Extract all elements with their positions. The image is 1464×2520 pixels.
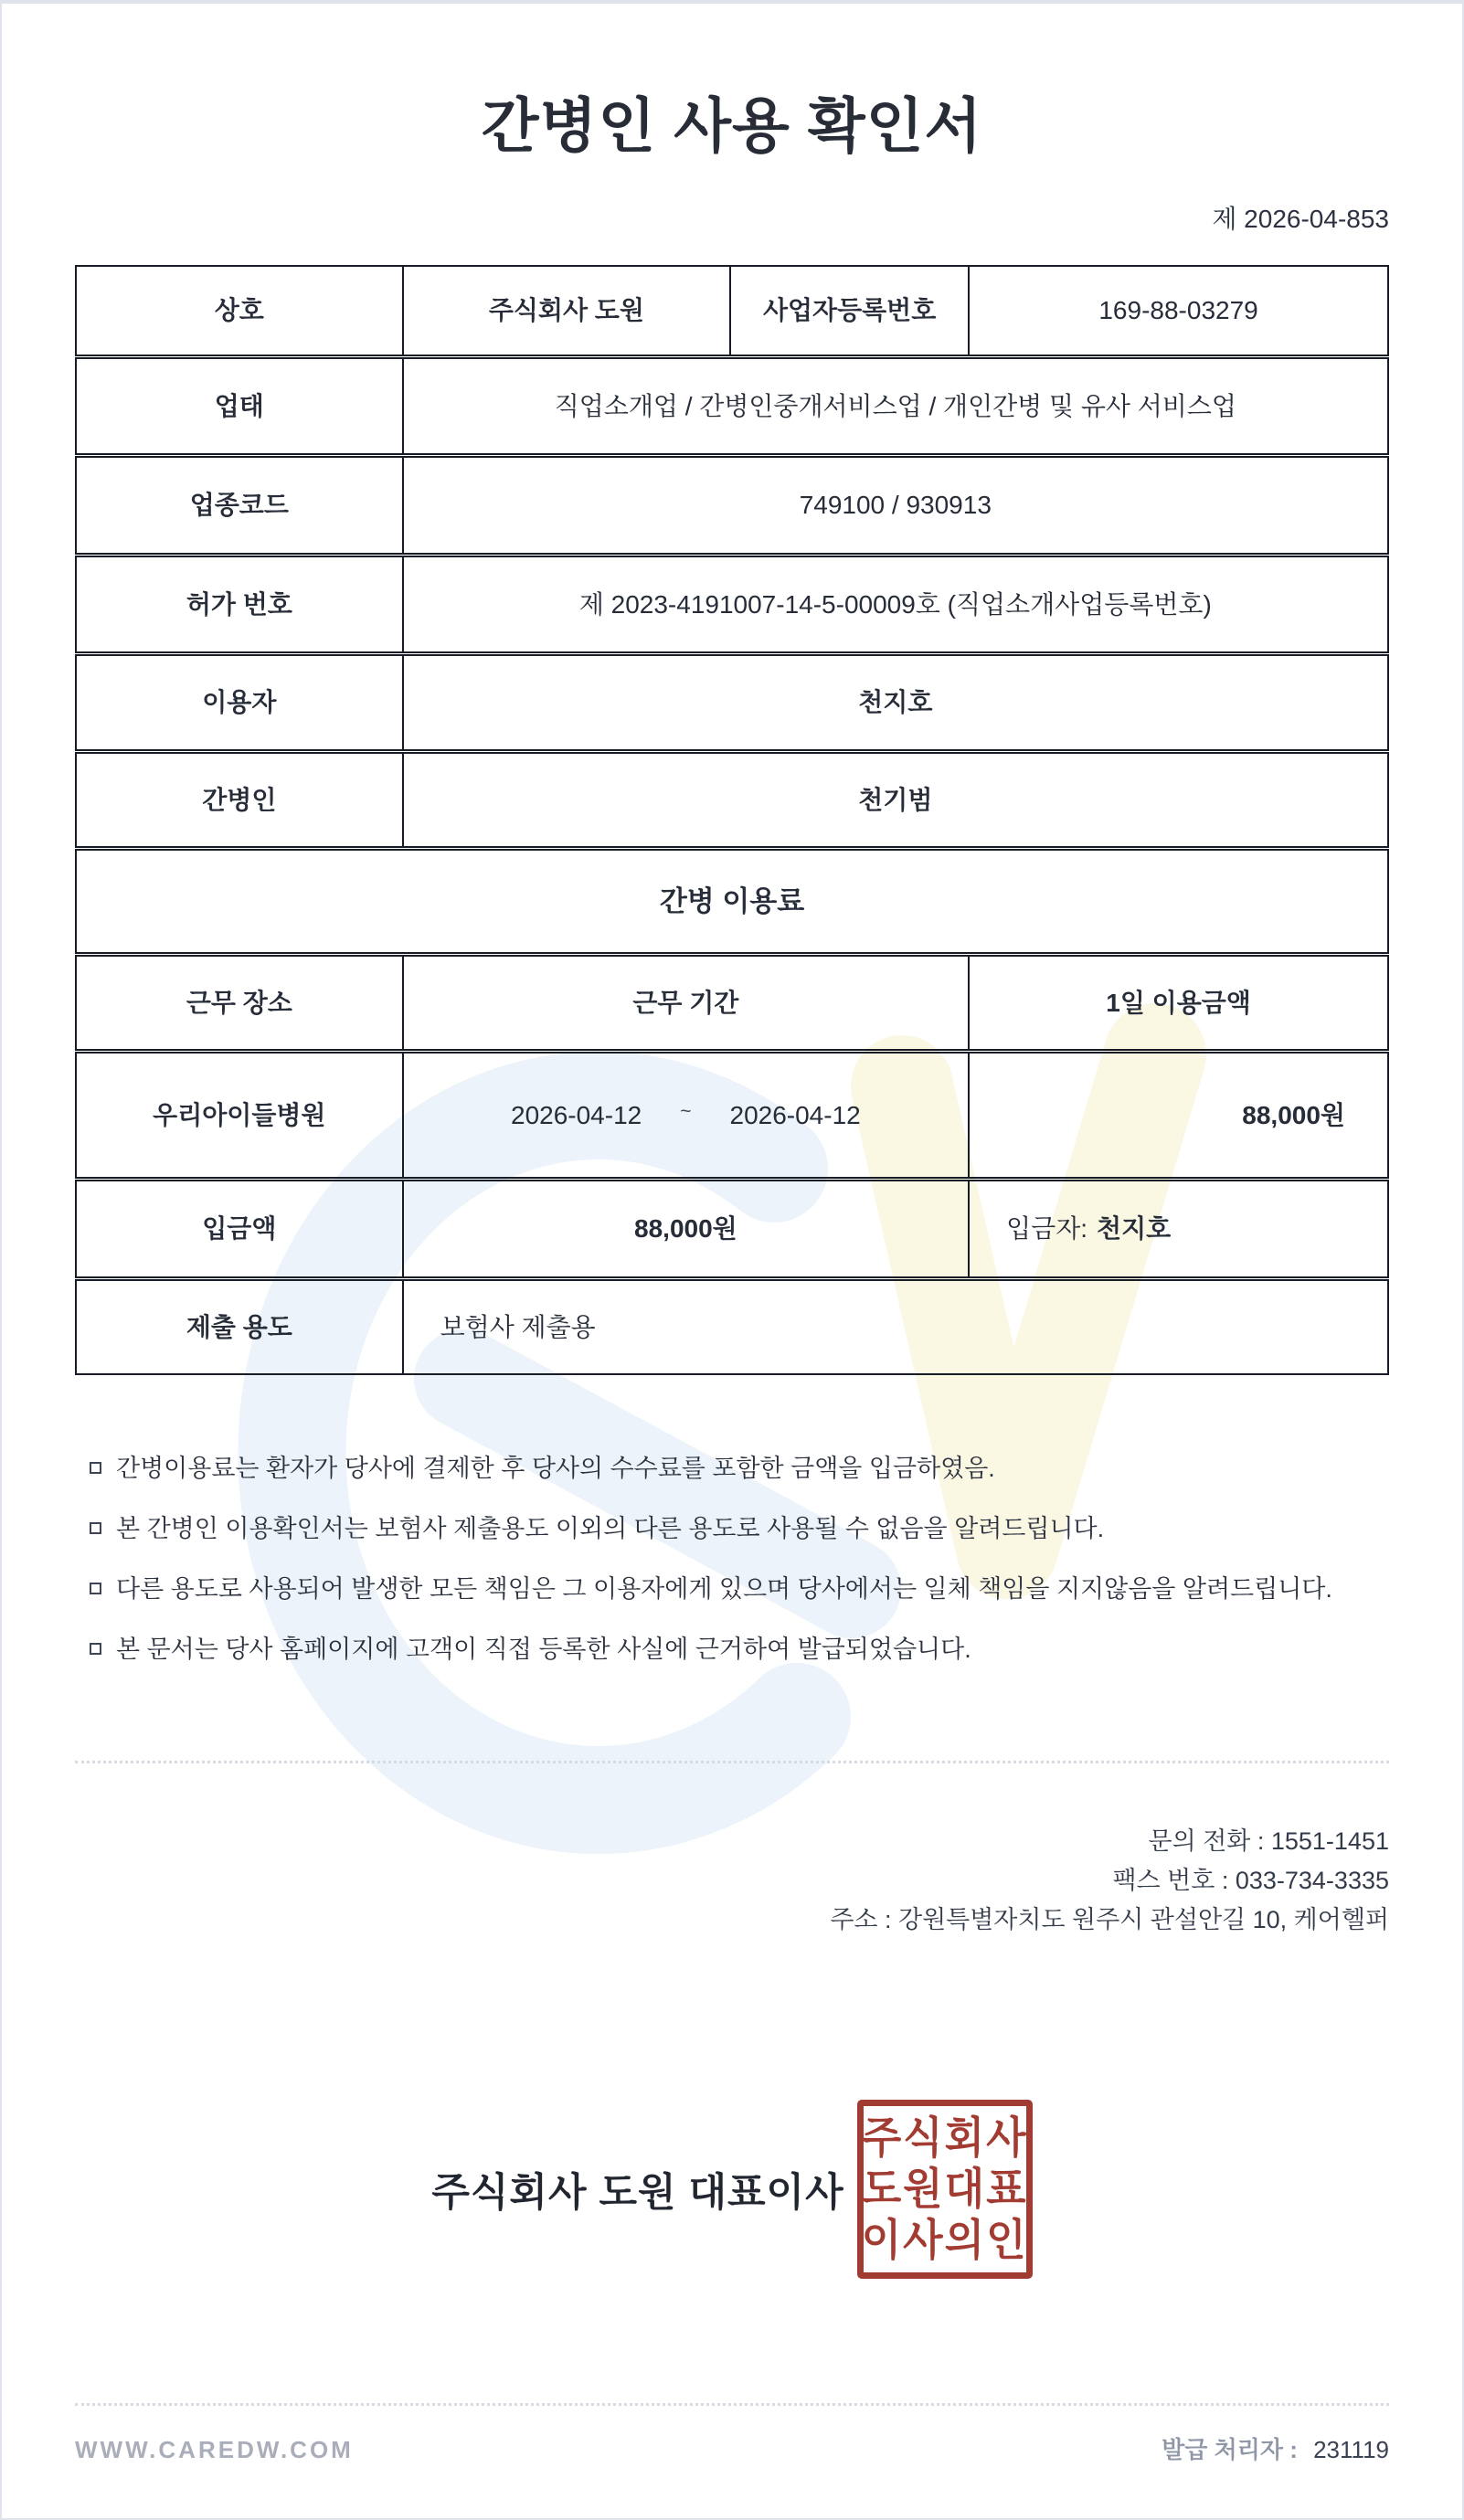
square-bullet-icon: [90, 1583, 101, 1594]
fee-section-title: 간병 이용료: [659, 884, 805, 917]
page-title: 간병인 사용 확인서: [481, 92, 983, 159]
stamp-text-line: 도원대표: [861, 2164, 1028, 2214]
company-label: 상호: [214, 296, 264, 324]
permit-label: 허가 번호: [186, 589, 292, 619]
industry-code-label: 업종코드: [189, 491, 289, 519]
table-row-fee-header: [75, 955, 1389, 1051]
note-item: [75, 1512, 1389, 1545]
table-row-deposit: [75, 1180, 1389, 1278]
depositor-label: 입금자:: [1006, 1214, 1088, 1243]
table-row-fee-section: [75, 849, 1389, 954]
biz-type-label: 업태: [214, 391, 264, 420]
contact-fax: 팩스 번호 : 033-734-3335: [1112, 1867, 1389, 1894]
table-row-fee-values: [75, 1052, 1389, 1179]
depositor-cell: [968, 1181, 1387, 1276]
period-header: 근무 기간: [402, 957, 968, 1049]
table-row-purpose: [75, 1279, 1389, 1375]
table-row-industry-code: [75, 456, 1389, 555]
daily-amount-value: 88,000원: [968, 1054, 1387, 1177]
notes-list: [75, 1452, 1389, 1666]
period-value: [402, 1054, 968, 1177]
purpose-label: 제출 용도: [186, 1312, 292, 1341]
workplace-value: 우리아이들병원: [153, 1100, 326, 1129]
biz-type-value: 직업소개업 / 간병인중개서비스업 / 개인간병 및 유사 서비스업: [402, 359, 1387, 453]
issuer-label: 발급 처리자 :: [1162, 2436, 1298, 2463]
permit-value: 제 2023-4191007-14-5-00009호 (직업소개사업등록번호): [402, 557, 1387, 651]
period-tilde-icon: ~: [680, 1100, 692, 1122]
square-bullet-icon: [90, 1522, 101, 1534]
workplace-header: 근무 장소: [186, 988, 292, 1017]
contact-block: [75, 1822, 1389, 1940]
square-bullet-icon: [90, 1462, 101, 1474]
note-text: 본 문서는 당사 홈페이지에 고객이 직접 등록한 사실에 근거하여 발급되었습니다.: [116, 1636, 971, 1663]
user-label: 이용자: [202, 688, 277, 716]
caregiver-value: 천기범: [402, 754, 1387, 846]
dashed-divider: [75, 1761, 1389, 1763]
table-row-biz-type: [75, 357, 1389, 455]
confirmation-table: [75, 265, 1389, 1375]
period-end: 2026-04-12: [729, 1100, 861, 1129]
issuer-info: [1162, 2433, 1389, 2466]
signature-row: [75, 2100, 1389, 2279]
note-item: [75, 1633, 1389, 1666]
note-text: 다른 용도로 사용되어 발생한 모든 책임은 그 이용자에게 있으며 당사에서는 일체 책임을 지지않음을 알려드립니다.: [116, 1575, 1332, 1603]
stamp-text-line: 주식회사: [861, 2112, 1028, 2163]
depositor-value: 천지호: [1097, 1214, 1172, 1243]
table-row-permit: [75, 556, 1389, 653]
note-item: [75, 1452, 1389, 1485]
note-text: 본 간병인 이용확인서는 보험사 제출용도 이외의 다른 용도로 사용될 수 없음을 알려드립니다.: [116, 1515, 1105, 1542]
user-value: 천지호: [402, 656, 1387, 749]
document-content: [2, 86, 1462, 2466]
table-row-caregiver: [75, 752, 1389, 848]
deposit-label: 입금액: [202, 1214, 277, 1243]
corporate-seal-stamp: [857, 2100, 1033, 2279]
stamp-text-line: 이사의인: [861, 2215, 1028, 2265]
table-row-user: [75, 654, 1389, 751]
caregiver-label: 간병인: [202, 785, 277, 814]
contact-phone: 문의 전화 : 1551-1451: [1148, 1827, 1389, 1855]
daily-amount-header: 1일 이용금액: [968, 957, 1387, 1049]
contact-address: 주소 : 강원특별자치도 원주시 관설안길 10, 케어헬퍼: [830, 1906, 1389, 1933]
company-value: 주식회사 도원: [402, 267, 730, 355]
biz-reg-value: 169-88-03279: [968, 267, 1387, 355]
ceo-signature-text: 주식회사 도원 대표이사: [431, 2170, 844, 2215]
note-text: 간병이용료는 환자가 당사에 결제한 후 당사의 수수료를 포함한 금액을 입금하였음.: [116, 1455, 995, 1482]
document-number: 제 2026-04-853: [1212, 205, 1389, 233]
purpose-value: 보험사 제출용: [402, 1281, 1387, 1373]
website-url: WWW.CAREDW.COM: [75, 2436, 354, 2463]
issuer-value: 231119: [1313, 2436, 1389, 2463]
biz-reg-label: 사업자등록번호: [729, 267, 968, 355]
footer-bar: [75, 2433, 1389, 2466]
note-item: [75, 1572, 1389, 1605]
period-start: 2026-04-12: [511, 1100, 642, 1129]
table-row-company: [75, 265, 1389, 356]
dashed-divider: [75, 2403, 1389, 2406]
square-bullet-icon: [90, 1643, 101, 1655]
industry-code-value: 749100 / 930913: [402, 458, 1387, 553]
deposit-value: 88,000원: [402, 1181, 968, 1276]
